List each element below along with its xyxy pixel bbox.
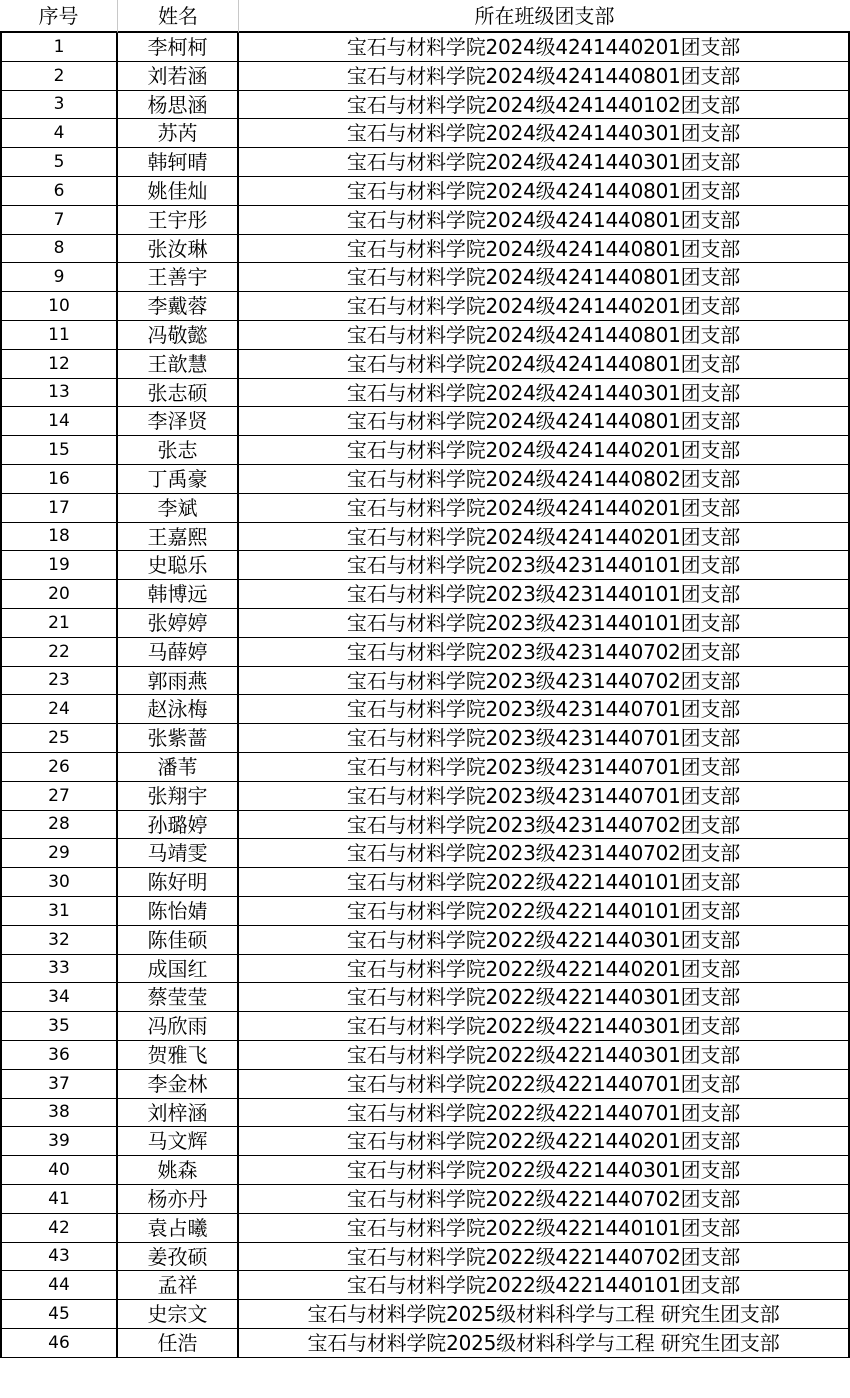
name-cell[interactable]: 张紫蔷 [118,724,239,753]
table-row [0,1127,850,1156]
branch-cell[interactable]: 宝石与材料学院2022级4221440301团支部 [239,926,850,955]
name-cell[interactable]: 王善宇 [118,263,239,292]
index-cell[interactable]: 24 [0,695,118,724]
table-row [0,1329,850,1358]
branch-cell[interactable]: 宝石与材料学院2022级4221440301团支部 [239,1012,850,1041]
table-row [0,955,850,983]
name-cell[interactable]: 孟祥 [118,1271,239,1300]
index-cell[interactable]: 39 [0,1127,118,1156]
name-cell[interactable]: 刘若涵 [118,62,239,91]
name-cell[interactable]: 马薛婷 [118,638,239,667]
table-row [0,465,850,494]
branch-cell[interactable]: 宝石与材料学院2022级4221440702团支部 [239,1185,850,1214]
table-row [0,1214,850,1243]
branch-cell[interactable]: 宝石与材料学院2024级4241440201团支部 [239,292,850,321]
index-cell[interactable]: 36 [0,1041,118,1070]
index-cell[interactable]: 37 [0,1070,118,1099]
table-row [0,1041,850,1070]
index-cell[interactable]: 17 [0,494,118,523]
index-cell[interactable]: 25 [0,724,118,753]
index-cell[interactable]: 22 [0,638,118,667]
index-cell[interactable]: 40 [0,1156,118,1185]
name-cell[interactable]: 张汝琳 [118,235,239,263]
name-cell[interactable]: 王嘉熙 [118,523,239,551]
table-row [0,523,850,551]
branch-cell[interactable]: 宝石与材料学院2022级4221440701团支部 [239,1099,850,1127]
name-cell[interactable]: 姚森 [118,1156,239,1185]
index-cell[interactable]: 30 [0,868,118,897]
table-row [0,782,850,811]
table-row [0,897,850,926]
name-cell[interactable]: 刘梓涵 [118,1099,239,1127]
index-cell[interactable]: 23 [0,667,118,695]
index-cell[interactable]: 45 [0,1300,118,1329]
table-row [0,379,850,407]
name-cell[interactable]: 陈好明 [118,868,239,897]
branch-cell[interactable]: 宝石与材料学院2024级4241440801团支部 [239,62,850,91]
table-row [0,119,850,148]
index-cell[interactable]: 46 [0,1329,118,1358]
name-cell[interactable]: 李泽贤 [118,407,239,436]
index-cell[interactable]: 42 [0,1214,118,1243]
index-cell[interactable]: 12 [0,350,118,379]
branch-cell[interactable]: 宝石与材料学院2023级4231440701团支部 [239,782,850,811]
index-cell[interactable]: 41 [0,1185,118,1214]
branch-cell[interactable]: 宝石与材料学院2023级4231440702团支部 [239,638,850,667]
index-cell[interactable]: 9 [0,263,118,292]
branch-cell[interactable]: 宝石与材料学院2024级4241440301团支部 [239,379,850,407]
name-cell[interactable]: 张志 [118,436,239,465]
name-cell[interactable]: 李斌 [118,494,239,523]
table-row [0,436,850,465]
index-cell[interactable]: 6 [0,177,118,206]
table-row [0,1243,850,1271]
name-cell[interactable]: 史聪乐 [118,551,239,580]
branch-cell[interactable]: 宝石与材料学院2022级4221440301团支部 [239,1156,850,1185]
index-cell[interactable]: 5 [0,148,118,177]
branch-cell[interactable]: 宝石与材料学院2022级4221440201团支部 [239,955,850,983]
table-row [0,753,850,782]
table-row [0,263,850,292]
index-cell[interactable]: 19 [0,551,118,580]
header-branch[interactable]: 所在班级团支部 [239,0,850,33]
table-row [0,321,850,350]
index-cell[interactable]: 2 [0,62,118,91]
index-cell[interactable]: 26 [0,753,118,782]
table-row [0,580,850,609]
index-cell[interactable]: 1 [0,33,118,62]
index-cell[interactable]: 27 [0,782,118,811]
branch-cell[interactable]: 宝石与材料学院2022级4221440301团支部 [239,1041,850,1070]
index-cell[interactable]: 16 [0,465,118,494]
table-row [0,1156,850,1185]
index-cell[interactable]: 28 [0,811,118,839]
index-cell[interactable]: 18 [0,523,118,551]
name-cell[interactable]: 杨思涵 [118,91,239,119]
index-cell[interactable]: 4 [0,119,118,148]
name-cell[interactable]: 李柯柯 [118,33,239,62]
index-cell[interactable]: 31 [0,897,118,926]
name-cell[interactable]: 郭雨燕 [118,667,239,695]
table-header-row [0,0,850,33]
table-row [0,1271,850,1300]
name-cell[interactable]: 李戴蓉 [118,292,239,321]
branch-cell[interactable]: 宝石与材料学院2023级4231440701团支部 [239,753,850,782]
index-cell[interactable]: 8 [0,235,118,263]
index-cell[interactable]: 13 [0,379,118,407]
table-row [0,983,850,1012]
name-cell[interactable]: 姜孜硕 [118,1243,239,1271]
index-cell[interactable]: 15 [0,436,118,465]
branch-cell[interactable]: 宝石与材料学院2024级4241440801团支部 [239,177,850,206]
branch-cell[interactable]: 宝石与材料学院2023级4231440701团支部 [239,724,850,753]
index-cell[interactable]: 44 [0,1271,118,1300]
branch-cell[interactable]: 宝石与材料学院2022级4221440301团支部 [239,983,850,1012]
branch-cell[interactable]: 宝石与材料学院2022级4221440101团支部 [239,1214,850,1243]
branch-cell[interactable]: 宝石与材料学院2024级4241440801团支部 [239,206,850,235]
branch-cell[interactable]: 宝石与材料学院2024级4241440102团支部 [239,91,850,119]
name-cell[interactable]: 冯欣雨 [118,1012,239,1041]
branch-cell[interactable]: 宝石与材料学院2024级4241440802团支部 [239,465,850,494]
table-row [0,926,850,955]
branch-cell[interactable]: 宝石与材料学院2024级4241440801团支部 [239,407,850,436]
name-cell[interactable]: 成国红 [118,955,239,983]
name-cell[interactable]: 王宇彤 [118,206,239,235]
table-row [0,350,850,379]
branch-cell[interactable]: 宝石与材料学院2024级4241440801团支部 [239,350,850,379]
name-cell[interactable]: 贺雅飞 [118,1041,239,1070]
table-row [0,609,850,638]
branch-cell[interactable]: 宝石与材料学院2024级4241440201团支部 [239,33,850,62]
branch-cell[interactable]: 宝石与材料学院2022级4221440702团支部 [239,1243,850,1271]
name-cell[interactable]: 李金林 [118,1070,239,1099]
table-row [0,724,850,753]
table-row [0,551,850,580]
table-row [0,638,850,667]
table-row [0,839,850,868]
index-cell[interactable]: 7 [0,206,118,235]
name-cell[interactable]: 杨亦丹 [118,1185,239,1214]
table-row [0,868,850,897]
index-cell[interactable]: 10 [0,292,118,321]
name-cell[interactable]: 苏芮 [118,119,239,148]
table-row [0,811,850,839]
name-cell[interactable]: 丁禹豪 [118,465,239,494]
table-row [0,206,850,235]
table-row [0,62,850,91]
name-cell[interactable]: 袁占曦 [118,1214,239,1243]
table-row [0,177,850,206]
branch-cell[interactable]: 宝石与材料学院2024级4241440201团支部 [239,494,850,523]
index-cell[interactable]: 38 [0,1099,118,1127]
branch-cell[interactable]: 宝石与材料学院2022级4221440101团支部 [239,868,850,897]
index-cell[interactable]: 35 [0,1012,118,1041]
name-cell[interactable]: 任浩 [118,1329,239,1358]
index-cell[interactable]: 20 [0,580,118,609]
table-row [0,148,850,177]
table-row [0,695,850,724]
name-cell[interactable]: 史宗文 [118,1300,239,1329]
table-row [0,1300,850,1329]
branch-cell[interactable]: 宝石与材料学院2022级4221440101团支部 [239,1271,850,1300]
index-cell[interactable]: 43 [0,1243,118,1271]
name-cell[interactable]: 马文辉 [118,1127,239,1156]
branch-cell[interactable]: 宝石与材料学院2022级4221440201团支部 [239,1127,850,1156]
index-cell[interactable]: 33 [0,955,118,983]
branch-cell[interactable]: 宝石与材料学院2023级4231440101团支部 [239,551,850,580]
index-cell[interactable]: 29 [0,839,118,868]
name-cell[interactable]: 王歆慧 [118,350,239,379]
branch-cell[interactable]: 宝石与材料学院2022级4221440701团支部 [239,1070,850,1099]
branch-cell[interactable]: 宝石与材料学院2024级4241440801团支部 [239,263,850,292]
branch-cell[interactable]: 宝石与材料学院2024级4241440201团支部 [239,523,850,551]
table-row [0,1099,850,1127]
branch-cell[interactable]: 宝石与材料学院2023级4231440101团支部 [239,580,850,609]
name-cell[interactable]: 张志硕 [118,379,239,407]
index-cell[interactable]: 11 [0,321,118,350]
branch-cell[interactable]: 宝石与材料学院2024级4241440301团支部 [239,119,850,148]
name-cell[interactable]: 张婷婷 [118,609,239,638]
name-cell[interactable]: 韩轲晴 [118,148,239,177]
branch-cell[interactable]: 宝石与材料学院2023级4231440702团支部 [239,667,850,695]
index-cell[interactable]: 34 [0,983,118,1012]
table-row [0,1185,850,1214]
name-cell[interactable]: 赵泳梅 [118,695,239,724]
name-cell[interactable]: 冯敬懿 [118,321,239,350]
header-index[interactable]: 序号 [0,0,118,33]
branch-cell[interactable]: 宝石与材料学院2024级4241440801团支部 [239,321,850,350]
index-cell[interactable]: 32 [0,926,118,955]
name-cell[interactable]: 潘苇 [118,753,239,782]
branch-cell[interactable]: 宝石与材料学院2023级4231440701团支部 [239,695,850,724]
name-cell[interactable]: 孙璐婷 [118,811,239,839]
header-name[interactable]: 姓名 [118,0,239,33]
table-row [0,494,850,523]
branch-cell[interactable]: 宝石与材料学院2024级4241440301团支部 [239,148,850,177]
table-row [0,235,850,263]
name-cell[interactable]: 马靖雯 [118,839,239,868]
index-cell[interactable]: 3 [0,91,118,119]
branch-cell[interactable]: 宝石与材料学院2023级4231440101团支部 [239,609,850,638]
branch-cell[interactable]: 宝石与材料学院2024级4241440801团支部 [239,235,850,263]
table-row [0,33,850,62]
branch-cell[interactable]: 宝石与材料学院2022级4221440101团支部 [239,897,850,926]
name-cell[interactable]: 陈怡婧 [118,897,239,926]
index-cell[interactable]: 14 [0,407,118,436]
table-row [0,407,850,436]
table-row [0,1012,850,1041]
table-row [0,91,850,119]
index-cell[interactable]: 21 [0,609,118,638]
name-cell[interactable]: 张翔宇 [118,782,239,811]
name-cell[interactable]: 姚佳灿 [118,177,239,206]
table-row [0,1070,850,1099]
name-cell[interactable]: 蔡莹莹 [118,983,239,1012]
branch-cell[interactable]: 宝石与材料学院2025级材料科学与工程 研究生团支部 [239,1300,850,1329]
branch-cell[interactable]: 宝石与材料学院2023级4231440702团支部 [239,811,850,839]
table-row [0,667,850,695]
branch-cell[interactable]: 宝石与材料学院2025级材料科学与工程 研究生团支部 [239,1329,850,1358]
name-cell[interactable]: 韩博远 [118,580,239,609]
branch-cell[interactable]: 宝石与材料学院2023级4231440702团支部 [239,839,850,868]
table-row [0,292,850,321]
name-cell[interactable]: 陈佳硕 [118,926,239,955]
branch-cell[interactable]: 宝石与材料学院2024级4241440201团支部 [239,436,850,465]
